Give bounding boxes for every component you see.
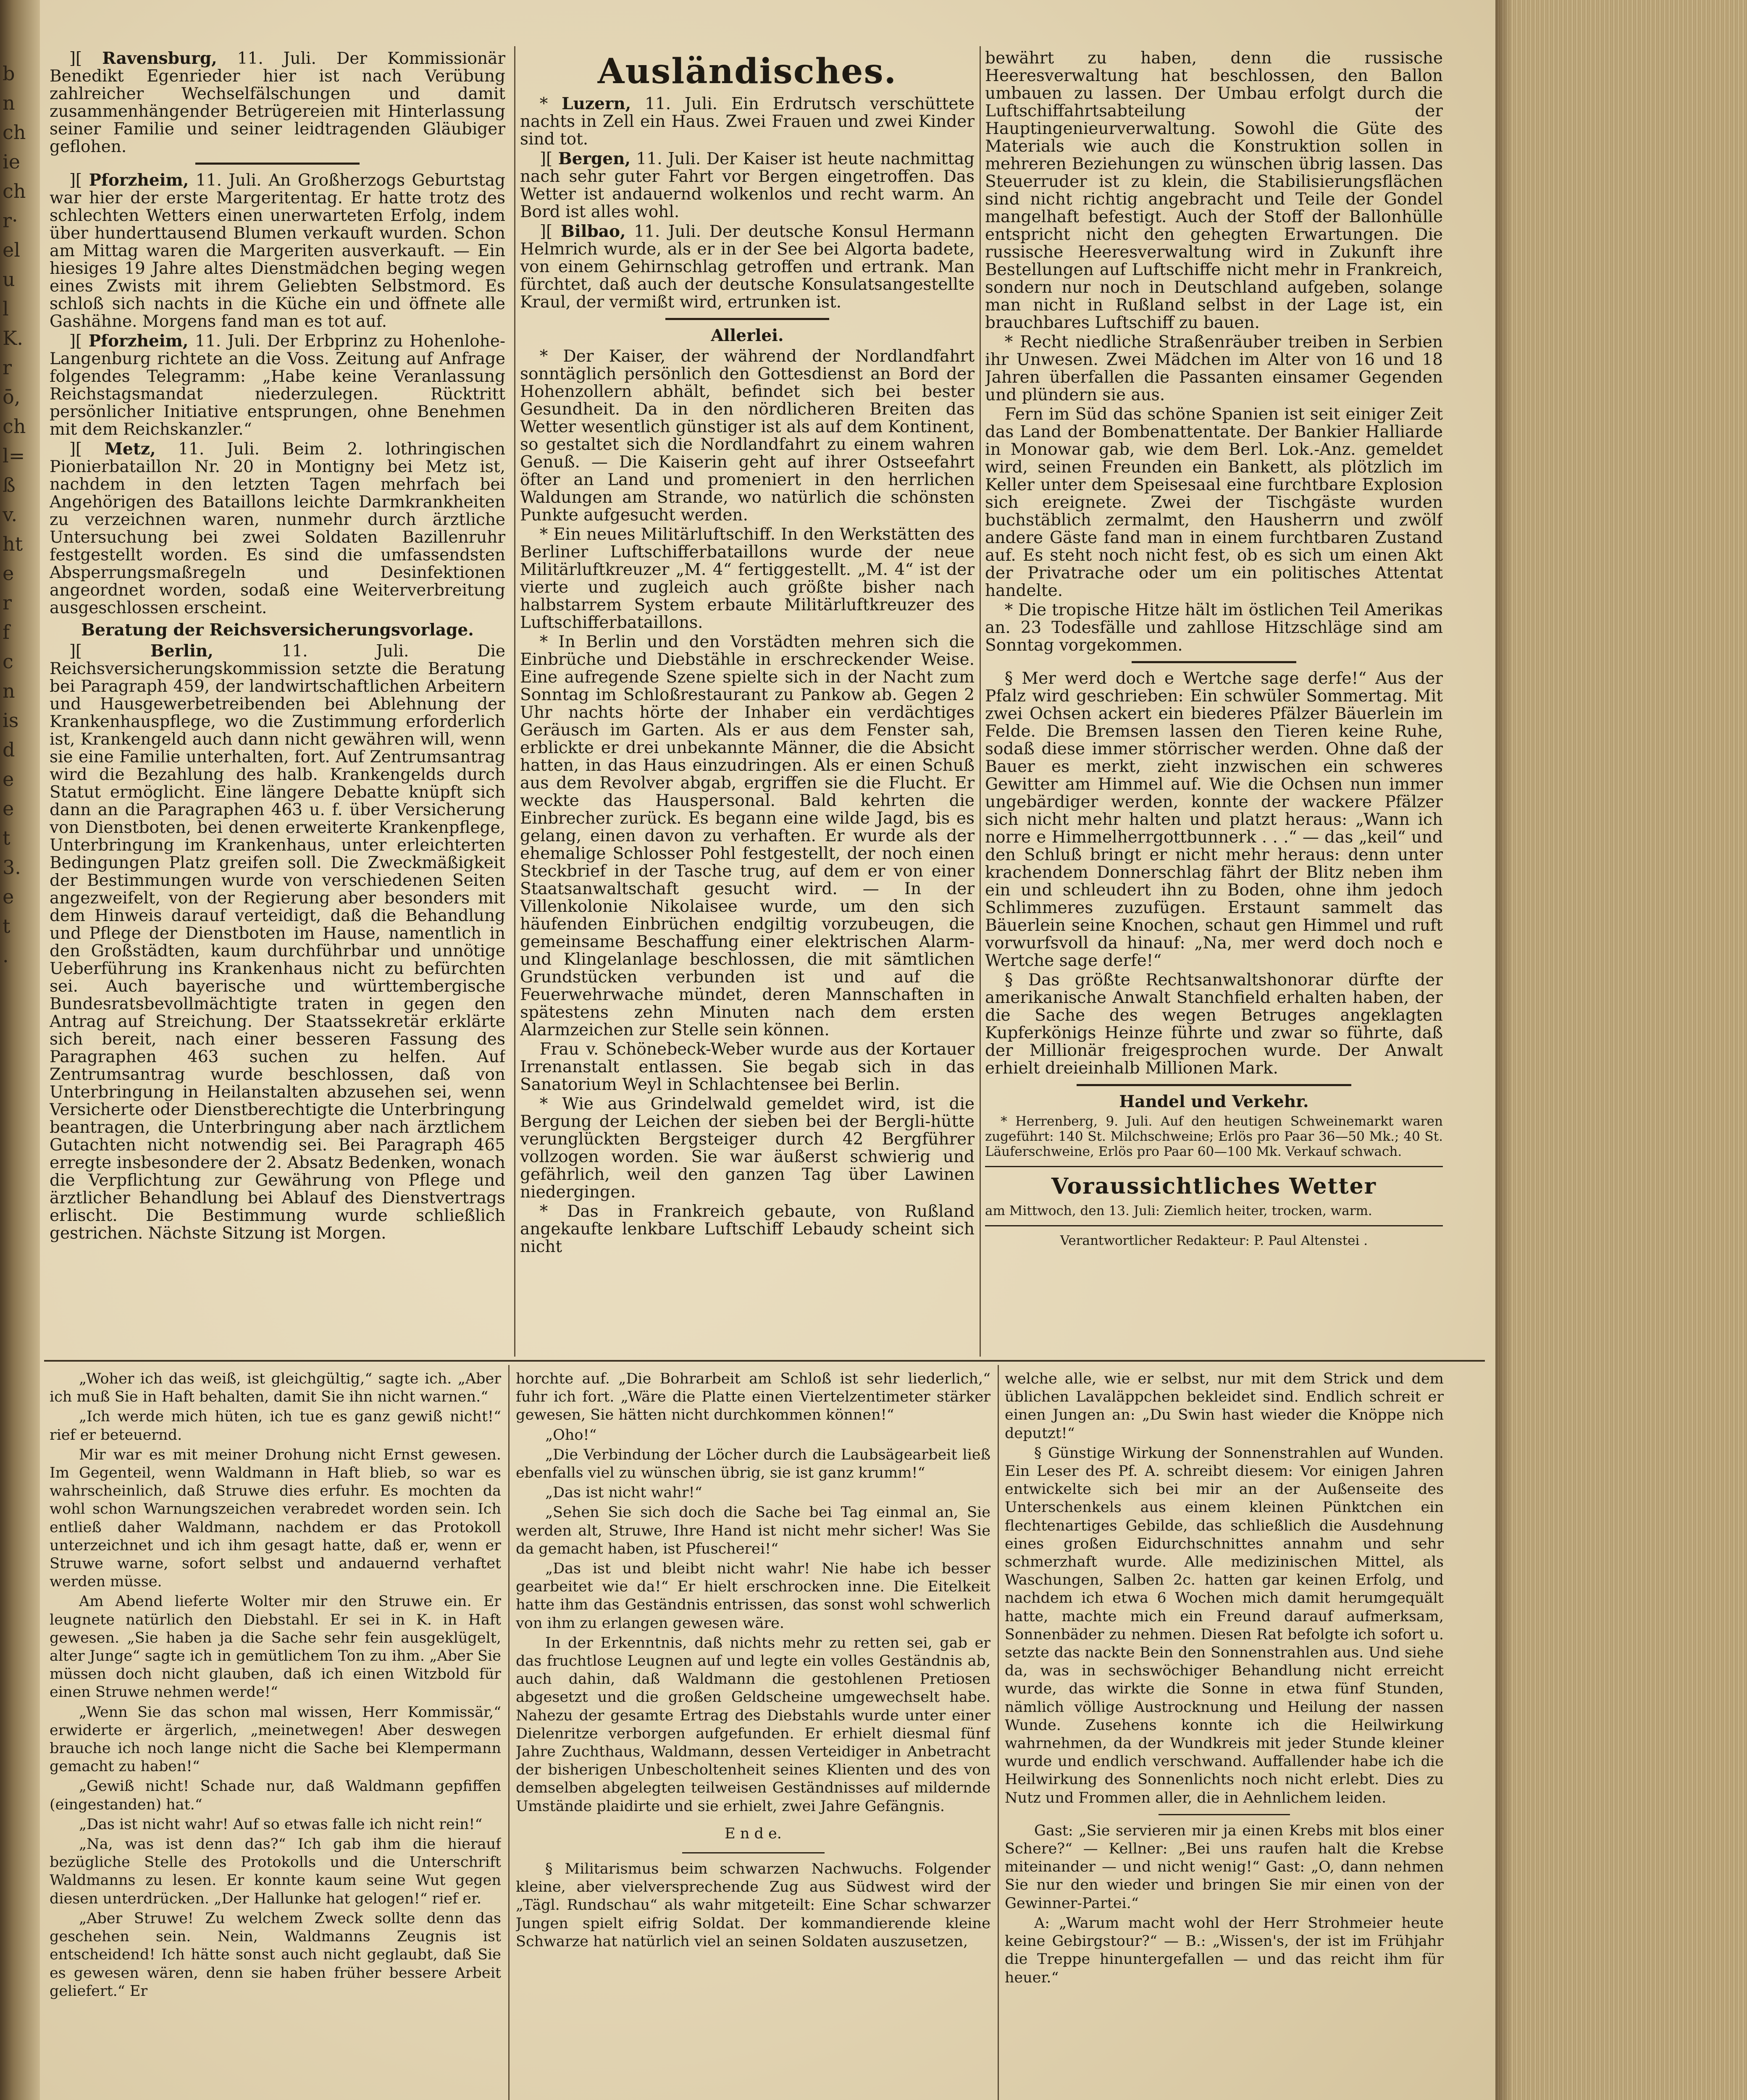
spine-glyph: t bbox=[3, 827, 11, 849]
news-bilbao: ][ Bilbao, 11. Juli. Der deutsche Konsul Hermann Helmrich wurde, als er in der See bei Algorta badete, von einem Gehirnschlag getroffen und ertrank. Man fürchtet, daß auch der deutsche Konsulatsangestellte Kraul, der vermißt wird, ertrunken ist. bbox=[520, 222, 975, 312]
spine-glyph: ch bbox=[3, 121, 26, 144]
story-paragraph: „Na, was ist denn das?“ Ich gab ihm die hierauf bezügliche Stelle des Protokolls und die Unterschrift Waldmanns zu lesen. Er konnte kaum seine Wut gegen diesen unterdrücken. „Der Hallunke hat gelogen!“ rief er. bbox=[50, 1836, 501, 1907]
news-berlin-reichsversicherung: ][ Berlin, 11. Juli. Die Reichsversicherungskommission setzte die Beratung bei Paragraph 459, der landwirtschaftlichen Arbeitern und Hausgewerbetreibenden bei Ablehnung der Krankenhauspflege, wo die Zustimmung erforderlich ist, Krankengeld auch dann nicht gewähren will, wenn sie eine Familie unterhalten, fort. Auf Zentrumsantrag wird die Bezahlung des halb. Krankengelds durch Statut ermöglicht. Eine längere Debatte knüpft sich dann an die Paragraphen 463 u. f. über Versicherung von Dienstboten, bei denen erweiterte Krankenpflege, Unterbringung im Krankenhaus, unter erleichterten Bedingungen Platz greifen soll. Die Zweckmäßigkeit der Bestimmungen wurde von verschiedenen Seiten angezweifelt, von der Regierung aber besonders mit dem Hinweis darauf verteidigt, daß die Behandlung und Pflege der Dienstboten im Hause, namentlich in den Großstädten, kaum durchführbar und unnötige Ueberführung ins Krankenhaus nicht zu befürchten sei. Auch bayerische und württembergische Bundesratsbevollmächtigte traten in gegen den Antrag auf Streichung. Der Staatssekretär erklärte sich bereit, nach einer besseren Fassung des Paragraphen 463 suchen zu helfen. Auf Zentrumsantrag wurde beschlossen, daß von Unterbringung in Heilanstalten abzusehen sei, wenn Versicherte oder Dienstberechtigte die Unterbringung beantragen, die Unterbringung aber nach ärztlichem Gutachten nicht notwendig sei. Bei Paragraph 465 erregte insbesondere der 2. Absatz Bedenken, wonach die Verpflichtung zur Gewährung von Pflege und ärztlicher Behandlung bei Ablauf des Dienstvertrags erlischt. Die Bestimmung wurde schließlich gestrichen. Nächste Sitzung ist Morgen. bbox=[50, 641, 505, 1243]
news-militarismus: § Militarismus beim schwarzen Nachwuchs. Folgender kleine, aber vielversprechende Zug aus Südwest wird der „Tägl. Rundschau“ als wahr mitgeteilt: Eine Schar schwarzer Jungen spielt eifrig Soldat. Der kommandierende kleine Schwarze hat natürlich viel an seinen Soldaten auszusetzen, bbox=[516, 1861, 990, 1950]
weather-forecast: am Mittwoch, den 13. Juli: Ziemlich heiter, trocken, warm. bbox=[985, 1203, 1372, 1218]
story-paragraph: „Das ist und bleibt nicht wahr! Nie habe ich besser gearbeitet wie da!“ Er hielt erschrocken inne. Die Eitelkeit hatte ihm das Geständnis entrissen, das sonst wohl schwerlich von ihm zu erlangen gewesen wäre. bbox=[516, 1560, 990, 1632]
news-grindelwald: * Wie aus Grindelwald gemeldet wird, ist die Bergung der Leichen der sieben bei der Bergli-hütte verunglückten Bergsteiger durch 42 Bergführer vollzogen worden. Sie war äußerst schwierig und gefährlich, weil den ganzen Tag über Lawinen niedergingen. bbox=[520, 1095, 975, 1202]
column-divider bbox=[998, 1365, 999, 2100]
heading-wetter: Voraussichtliches Wetter bbox=[1051, 1173, 1377, 1199]
column-3 bbox=[985, 50, 1443, 1356]
spine-glyph: v. bbox=[3, 503, 18, 526]
spine-glyph: n bbox=[3, 92, 15, 114]
spine-glyph: e bbox=[3, 797, 14, 820]
column-divider bbox=[980, 46, 981, 1357]
spine-glyph: n bbox=[3, 680, 15, 702]
story-paragraph: „Sehen Sie sich doch die Sache bei Tag einmal an, Sie werden alt, Struwe, Ihre Hand ist nicht mehr sicher! Was Sie da gemacht haben, ist Pfuscherei!“ bbox=[516, 1504, 990, 1557]
book-page-edges bbox=[1495, 0, 1747, 2100]
story-paragraph: „Aber Struwe! Zu welchem Zweck sollte denn das geschehen sein. Nein, Waldmanns Zeugnis ist entscheidend! Ich hätte sonst auch nicht geglaubt, daß Sie es gewesen wären, denn sie haben früher bessere Arbeit geliefert.“ Er bbox=[50, 1910, 501, 2000]
heading-auslaendisches: Ausländisches. bbox=[597, 51, 897, 92]
news-ravensburg: ][ Ravensburg, 11. Juli. Der Kommissionär Benedikt Egenrieder hier ist nach Verübung zahlreicher Wechselfälschungen und damit zusammenhängender Betrügereien mit Hinterlassung seiner Familie und seiner leidtragenden Gläubiger geflohen. bbox=[50, 50, 505, 156]
news-militaerluftschiff: * Ein neues Militärluftschiff. In den Werkstätten des Berliner Luftschifferbataillons wurde der neue Militärluftkreuzer „M. 4“ fertiggestellt. „M. 4“ ist der vierte und zugleich auch größte bisher nach halbstarrem System erbaute Militärluftkreuzer des Luftschifferbataillons. bbox=[520, 525, 975, 632]
spine-glyph: ie bbox=[3, 150, 20, 173]
spine-glyph: el bbox=[3, 239, 20, 261]
spine-glyph: r bbox=[3, 356, 12, 379]
section-divider bbox=[44, 1360, 1485, 1362]
story-paragraph: „Woher ich das weiß, ist gleichgültig,“ sagte ich. „Aber ich muß Sie in Haft behalten, damit Sie ihn nicht warnen.“ bbox=[50, 1370, 501, 1406]
joke-krebs: Gast: „Sie servieren mir ja einen Krebs mit blos einer Schere?“ — Kellner: „Bei uns raufen halt die Krebse miteinander — und nicht wenig!“ Gast: „O, dann nehmen Sie nur den wieder und bringen Sie mir einen von der Gewinner-Partei.“ bbox=[1005, 1822, 1444, 1912]
story-paragraph: „Ich werde mich hüten, ich tue es ganz gewiß nicht!“ rief er beteuernd. bbox=[50, 1408, 501, 1444]
spine-glyph: c bbox=[3, 650, 13, 673]
spine-glyph: 3. bbox=[3, 856, 21, 879]
story-paragraph: Mir war es mit meiner Drohung nicht Ernst gewesen. Im Gegenteil, wenn Waldmann in Haft blieb, so war es wahrscheinlich, daß Struwe dies erfuhr. Es mochten da wohl schon Warnungszeichen verabredet worden sein. Ich entließ daher Waldmann, nachdem er das Protokoll unterzeichnet und ich ihm gesagt hatte, daß er, wenn er Struwe warne, sofort selbst und andauernd verhaftet werden müsse. bbox=[50, 1446, 501, 1591]
spine-glyph: r· bbox=[3, 209, 18, 232]
column-divider bbox=[514, 46, 515, 1357]
page-edge-shadow bbox=[1495, 0, 1512, 2100]
news-pforzheim: ][ Pforzheim, 11. Juli. An Großherzogs Geburtstag war hier der erste Margeritentag. Er hatte trotz des schlechten Wetters einen unerwarteten Erfolg, indem über hunderttausend Blumen verkauft wurden. Schon am Mittag waren die Margeriten ausverkauft. — Ein hiesiges 19 Jahre altes Dienstmädchen beging wegen eines Zwists mit ihrem Geliebten Selbstmord. Es schloß sich nachts in die Küche ein und öffnete alle Gashähne. Morgens fand man es tot auf. bbox=[50, 171, 505, 331]
news-hohenlohe: ][ Pforzheim, 11. Juli. Der Erbprinz zu Hohenlohe-Langenburg richtete an die Voss. Zeitung auf Anfrage folgendes Telegramm: „Habe keine Veranlassung Reichstagsmandat niederzulegen. Rücktritt persönlicher Initiative entsprungen, ohne Benehmen mit dem Reichskanzler.“ bbox=[50, 331, 505, 439]
story-column-3 bbox=[1005, 1370, 1444, 2100]
heading-allerlei: Allerlei. bbox=[711, 326, 784, 345]
spine-glyph: l bbox=[3, 297, 9, 320]
story-paragraph: „Wenn Sie das schon mal wissen, Herr Kommissär,“ erwiderte er ärgerlich, „meinetwegen! Aber deswegen brauche ich noch lange nicht die Sache bei Klempermann gemacht zu haben!“ bbox=[50, 1704, 501, 1775]
binding-spine bbox=[0, 0, 40, 2100]
news-schoenebeck: Frau v. Schönebeck-Weber wurde aus der Kortauer Irrenanstalt entlassen. Sie begab sich in das Sanatorium Weyl in Schlachtensee bei Berlin. bbox=[520, 1040, 975, 1094]
column-1 bbox=[50, 50, 505, 1356]
news-sonnenstrahlen: § Günstige Wirkung der Sonnenstrahlen auf Wunden. Ein Leser des Pf. A. schreibt diesem: Vor einigen Jahren entwickelte sich bei mir an der Außenseite des Unterschenkels aus einem kleinen Pünktchen ein flechtenartiges Gebilde, das schließlich die Ausdehnung eines großen Eidurchschnittes annahm und sehr schmerzhaft wurde. Alle medizinischen Mittel, als Waschungen, Salben 2c. hatten gar keinen Erfolg, und nachdem ich etwa 6 Wochen mich damit herumgequält hatte, machte mich ein Freund darauf aufmerksam, Sonnenbäder zu nehmen. Diesen Rat befolgte ich sofort u. setzte das nackte Bein den Sonnenstrahlen aus. Und siehe da, was in sechswöchiger Behandlung nicht erreicht wurde, das wirkte die Sonne in etwa fünf Stunden, nämlich völlige Austrocknung und Heilung der nassen Wunde. Zusehens konnte ich die Heilwirkung wahrnehmen, da der Wundkreis mit jeder Stunde kleiner wurde und endlich verschwand. Auffallender habe ich die Heilwirkung des Sonnenlichts noch nicht erlebt. Dies zu Nutz und Frommen aller, die in Aehnlichem leiden. bbox=[1005, 1444, 1444, 1806]
news-hitze: * Die tropische Hitze hält im östlichen Teil Amerikas an. 23 Todesfälle und zahllose Hitzschläge sind am Sonntag vorgekommen. bbox=[985, 601, 1443, 655]
spine-glyph: ō, bbox=[3, 386, 21, 408]
news-kaiser: * Der Kaiser, der während der Nordlandfahrt sonntäglich persönlich den Gottesdienst an Bord der Hohenzollern abhält, befindet sich bei bester Gesundheit. Da in den nördlicheren Breiten das Wetter wesentlich günstiger ist als auf dem Kontinent, so gestaltet sich die Nordlandfahrt zu einem wahren Genuß. — Die Kaiserin geht auf ihrer Ostseefahrt öfter an Land und promeniert in den herrlichen Waldungen am Strande, wo natürlich die schönsten Punkte aufgesucht werden. bbox=[520, 347, 975, 525]
heading-beratung: Beratung der Reichsversicherungsvorlage. bbox=[81, 620, 474, 640]
spine-glyph: b bbox=[3, 62, 15, 85]
story-paragraph: „Das ist nicht wahr! Auf so etwas falle ich nicht rein!“ bbox=[79, 1816, 483, 1833]
news-bergen: ][ Bergen, 11. Juli. Der Kaiser ist heute nachmittag nach sehr guter Fahrt vor Bergen eingetroffen. Das Wetter ist andauernd wolkenlos und recht warm. An Bord ist alles wohl. bbox=[520, 149, 975, 221]
spine-glyph: e bbox=[3, 768, 14, 790]
news-lebaudy-cont: bewährt zu haben, denn die russische Heeresverwaltung hat beschlossen, den Ballon umbauen zu lassen. Der Umbau erfolgt durch die Luftschiffahrtsabteilung der Hauptingenieurverwaltung. Sowohl die Güte des Materials wie auch die Konstruktion sollen in mehreren Beziehungen zu wünschen übrig lassen. Das Steuerruder ist zu klein, die Stabilisierungsflächen sind nicht richtig angebracht und Teile der Gondel mangelhaft befestigt. Auch der Stoff der Ballonhülle entspricht nicht den gehegten Erwartungen. Die russische Heeresverwaltung wird in Zukunft ihre Bestellungen auf Luftschiffe nicht mehr in Frankreich, sondern nur noch in Deutschland aufgeben, solange man nicht in Rußland selbst in der Lage ist, ein brauchbares Luftschiff zu bauen. bbox=[985, 50, 1443, 332]
story-paragraph: „Oho!“ bbox=[545, 1426, 597, 1444]
news-luzern: * Luzern, 11. Juli. Ein Erdrutsch verschüttete nachts in Zell ein Haus. Zwei Frauen und zwei Kinder sind tot. bbox=[520, 94, 975, 149]
spine-glyph: f bbox=[3, 621, 10, 643]
spine-margin-text bbox=[3, 59, 36, 970]
column-divider bbox=[508, 1365, 510, 2100]
spine-glyph: e bbox=[3, 885, 14, 908]
joke-strohmeier: A: „Warum macht wohl der Herr Strohmeier heute keine Gebirgstour?“ — B.: „Wissen's, der ist im Frühjahr die Treppe hinuntergefallen — und das reicht ihm für heuer.“ bbox=[1005, 1914, 1444, 1986]
spine-glyph: . bbox=[3, 944, 9, 967]
spine-glyph: l= bbox=[3, 444, 25, 467]
story-paragraph: In der Erkenntnis, daß nichts mehr zu retten sei, gab er das fruchtlose Leugnen auf und legte ein volles Geständnis ab, auch dahin, daß Waldmann die gestohlenen Pretiosen abgesetzt und die großen Geldscheine umgewechselt habe. Nahezu der gesamte Ertrag des Diebstahls wurde unter einer Dielenritze verborgen aufgefunden. Er erhielt diesmal fünf Jahre Zuchthaus, Waldmann, dessen Verteidiger in Anbetracht der bisherigen Unbescholtenheit seines Klienten und des von demselben abgelegten teilweisen Geständnisses auf mildernde Umstände plaidirte und sie erhielt, zwei Jahre Gefängnis. bbox=[516, 1634, 990, 1815]
spine-glyph: ht bbox=[3, 533, 23, 555]
story-paragraph: „Die Verbindung der Löcher durch die Laubsägearbeit ließ ebenfalls viel zu wünschen übrig, sie ist ganz krumm!“ bbox=[516, 1446, 990, 1482]
spine-glyph: d bbox=[3, 738, 15, 761]
news-herrenberg: * Herrenberg, 9. Juli. Auf den heutigen Schweinemarkt waren zugeführt: 140 St. Milchschweine; Erlös pro Paar 36—50 Mk.; 40 St. Läuferschweine, Erlös pro Paar 60—100 Mk. Verkauf schwach. bbox=[985, 1114, 1443, 1159]
spine-glyph: is bbox=[3, 709, 19, 732]
news-militarismus-cont: welche alle, wie er selbst, nur mit dem Strick und dem üblichen Lavaläppchen bekleidet sind. Endlich schreit er einen Jungen an: „Du Swin hast wieder die Knöppe nich deputzt!“ bbox=[1005, 1370, 1444, 1442]
spine-glyph: r bbox=[3, 591, 12, 614]
story-paragraph: Am Abend lieferte Wolter mir den Struwe ein. Er leugnete natürlich den Diebstahl. Er sei in K. in Haft gewesen. „Sie haben ja die Sache sehr fein ausgeklügelt, alter Junge“ sagte ich in gemütlichem Ton zu ihm. „Aber Sie müssen doch nicht glauben, daß ich einen Witzbold für einen Struwe nehmen werde!“ bbox=[50, 1593, 501, 1701]
story-column-1 bbox=[50, 1370, 501, 2100]
news-pfaelzer: § Mer werd doch e Wertche sage derfe!“ Aus der Pfalz wird geschrieben: Ein schwüler Sommertag. Mit zwei Ochsen ackert ein biederes Pfälzer Bäuerlein im Felde. Die Bremsen lassen den Tieren keine Ruhe, sodaß diese immer störrischer werden. Ohne daß der Bauer es merkt, zieht inzwischen ein schweres Gewitter am Himmel auf. Wie die Ochsen nun immer ungebärdiger werden, konnte der wackere Pfälzer sich nicht mehr halten und platzt heraus: „Wann ich norre e Himmelherrgottbunnerk . . .“ — das „keil“ und den Schluß bringt er nicht mehr heraus: denn unter krachendem Donnerschlag fährt der Blitz neben ihm ein und schleudert ihn zu Boden, ohne ihm jedoch Schlimmeres zuzufügen. Erstaunt sammelt das Bäuerlein seine Knochen, schaut gen Himmel und ruft vorwurfsvoll da hinauf: „Na, mer werd doch noch e Wertche sage derfe!“ bbox=[985, 669, 1443, 970]
story-paragraph: „Gewiß nicht! Schade nur, daß Waldmann gepfiffen (eingestanden) hat.“ bbox=[50, 1778, 501, 1813]
column-2 bbox=[520, 50, 975, 1356]
story-paragraph: „Das ist nicht wahr!“ bbox=[545, 1484, 702, 1502]
spine-glyph: t bbox=[3, 915, 11, 937]
news-metz: ][ Metz, 11. Juli. Beim 2. lothringischen Pionierbataillon Nr. 20 in Montigny bei Metz ist, nachdem in den letzten Tagen mehrfach bei Angehörigen des Bataillons leichte Darmkrankheiten zu verzeichnen waren, nunmehr durch ärztliche Untersuchung bei zwei Soldaten Bazillenruhr festgestellt worden. Es sind die umfassendsten Absperrungsmaßregeln und Desinfektionen angeordnet worden, sodaß eine Weiterverbreitung ausgeschlossen erscheint. bbox=[50, 439, 505, 617]
heading-handel: Handel und Verkehr. bbox=[1119, 1092, 1309, 1111]
story-paragraph: horchte auf. „Die Bohrarbeit am Schloß ist sehr liederlich,“ fuhr ich fort. „Wäre die Platte einen Viertelzentimeter stärker gewesen, Sie hätten nicht durchkommen können!“ bbox=[516, 1370, 990, 1424]
news-serbien: * Recht niedliche Straßenräuber treiben in Serbien ihr Unwesen. Zwei Mädchen im Alter von 16 und 18 Jahren überfallen die Passanten einsamer Gegenden und plündern sie aus. bbox=[985, 333, 1443, 404]
spine-glyph: ch bbox=[3, 415, 26, 438]
imprint: Verantwortlicher Redakteur: P. Paul Altenstei . bbox=[1060, 1233, 1368, 1248]
spine-glyph: K. bbox=[3, 327, 23, 349]
story-end: E n d e. bbox=[725, 1825, 782, 1842]
news-rechtsanwaltshonorar: § Das größte Rechtsanwaltshonorar dürfte der amerikanische Anwalt Stanchfield erhalten haben, der die Sache des wegen Betruges angeklagten Kupferkönigs Heinze führte und zwar so führte, daß der Millionär freigesprochen wurde. Der Anwalt erhielt dreieinhalb Millionen Mark. bbox=[985, 971, 1443, 1078]
news-lebaudy: * Das in Frankreich gebaute, von Rußland angekaufte lenkbare Luftschiff Lebaudy scheint sich nicht bbox=[520, 1202, 975, 1256]
news-bombenattentat: Fern im Süd das schöne Spanien ist seit einiger Zeit das Land der Bombenattentate. Der Bankier Halliarde in Monowar gab, wie dem Berl. Lok.-Anz. gemeldet wird, seinen Freunden ein Bankett, als plötzlich im Keller unter dem Speisesaal eine furchtbare Explosion sich ereignete. Zwei der Tischgäste wurden buchstäblich zermalmt, den Hausherrn und zwölf andere Gäste fand man in einem furchtbaren Zustand auf. Es steht noch nicht fest, ob es sich um einen Akt der Privatrache oder um ein politisches Attentat handelte. bbox=[985, 405, 1443, 600]
story-column-2 bbox=[516, 1370, 990, 2100]
spine-glyph: e bbox=[3, 562, 14, 585]
news-einbrueche: * In Berlin und den Vorstädten mehren sich die Einbrüche und Diebstähle in erschreckender Weise. Eine aufregende Szene spielte sich in der Nacht zum Sonntag im Schloßrestaurant zu Pankow ab. Gegen 2 Uhr nachts hörte der Inhaber ein verdächtiges Geräusch im Garten. Als er aus dem Fenster sah, erblickte er drei unbekannte Männer, die die Absicht hatten, in das Haus einzudringen. Als er einen Schuß aus dem Revolver abgab, ergriffen sie die Flucht. Er weckte das Hauspersonal. Bald kehrten die Einbrecher zurück. Es begann eine wilde Jagd, bis es gelang, einen davon zu verhaften. Er wurde als der ehemalige Schlosser Pohl festgestellt, der noch einen Steckbrief in der Tasche trug, auf dem er von einer Staatsanwaltschaft gesucht wird. — In der Villenkolonie Nikolaisee wurde, um den sich häufenden Einbrüchen endgiltig vorzubeugen, die gemeinsame Beschaffung einer elektrischen Alarm- und Klingelanlage beschlossen, die mit sämtlichen Grundstücken verbunden ist und auf die Feuerwehrwache mündet, deren Mannschaften in spätestens zehn Minuten nach dem ersten Alarmzeichen zur Stelle sein können. bbox=[520, 633, 975, 1040]
spine-glyph: u bbox=[3, 268, 15, 291]
spine-glyph: ß bbox=[3, 474, 16, 496]
spine-glyph: ch bbox=[3, 180, 26, 202]
